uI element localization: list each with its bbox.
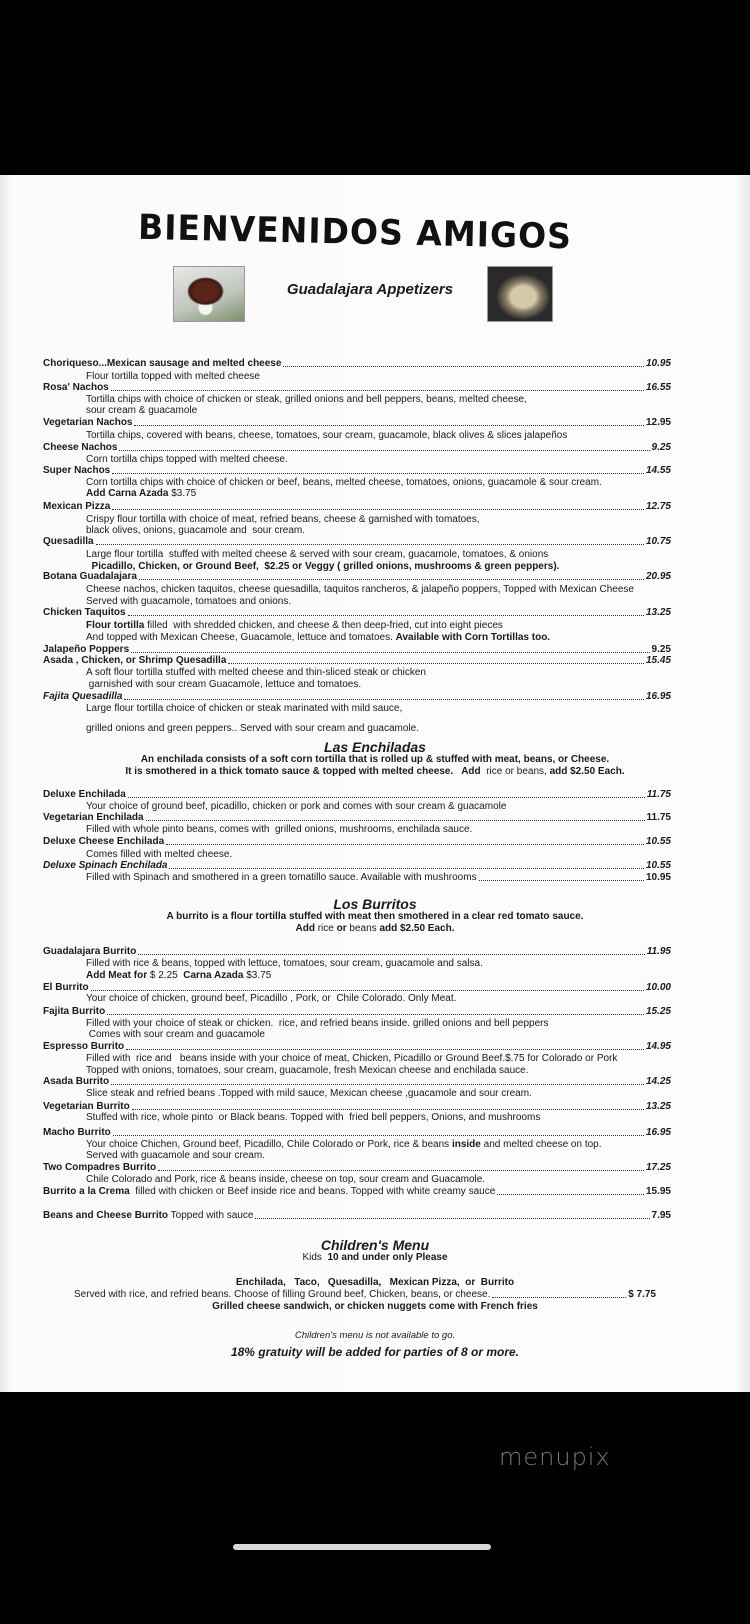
item-price: 14.25 [645,1076,671,1087]
menu-item [43,382,671,394]
children-extra: Grilled cheese sandwich, or chicken nuggets come with French fries [212,1301,538,1312]
item-price: 15.45 [645,655,671,666]
description-text: garnished with sour cream Guacamole, lettuce and tomatoes. [86,679,362,690]
item-description [86,1053,671,1065]
item-description [86,1174,671,1186]
item-price: 15.95 [645,1186,671,1197]
item-name: Burrito a la Crema [43,1186,130,1197]
item-price: 10.95 [645,358,671,369]
children-options: Enchilada, Taco, Quesadilla, Mexican Pizza, or Burrito [235,1277,515,1288]
item-description [86,1112,671,1124]
item-price: 11.75 [646,789,671,800]
children-menu-heading: Children's Menu [320,1237,430,1253]
dot-leader [107,1014,644,1015]
text-segment: $3.75 [243,970,272,981]
children-price: $ 7.75 [628,1289,656,1300]
item-name: Deluxe Enchilada [43,789,126,800]
menu-item [43,536,671,548]
kids-age: 10 and under only Please [324,1252,448,1263]
text-segment: An enchilada consists of a soft corn tortilla that is rolled up & stuffed with meat, beans, or Cheese. [140,754,610,765]
description-text: black olives, onions, guacamole and sour cream. [86,525,306,536]
item-name: Choriqueso...Mexican sausage and melted cheese [43,358,282,369]
dot-leader [128,797,645,798]
dot-leader [134,425,643,426]
text-segment: or [336,923,347,934]
item-price: 16.55 [645,382,671,393]
dot-leader [139,579,644,580]
item-price: 13.25 [645,607,671,618]
item-name: Guadalajara Burrito [43,946,137,957]
description-text: Filled with whole pinto beans, comes with grilled onions, mushrooms, enchilada sauce. [86,824,473,835]
item-price: 11.75 [646,812,671,823]
dot-leader [112,509,644,510]
dot-leader [166,844,644,845]
text-segment: inside [451,1139,481,1150]
item-price: 9.25 [651,442,671,453]
description-text: sour cream & guacamole [86,405,198,416]
item-price: 10.55 [645,836,671,847]
description-text: Your choice of chicken, ground beef, Picadillo , Pork, or Chile Colorado. Only Meat. [86,993,457,1004]
item-description [86,584,671,596]
text-segment: Add [295,923,315,934]
dot-leader [119,450,649,451]
item-price: 14.95 [645,1041,671,1052]
item-description [86,679,671,691]
dot-leader [96,544,644,545]
description-text: Served with guacamole and sour cream. [86,1150,265,1161]
item-price: 17.25 [645,1162,671,1173]
menu-item [43,1006,671,1018]
description-text: Tortilla chips with choice of chicken or steak, grilled onions and bell peppers, beans, melted cheese, [86,394,527,405]
text-segment: Carna Azada [183,970,244,981]
item-name: Mexican Pizza [43,501,111,512]
item-description [86,872,671,884]
text-segment: Picadillo, Chicken, or Ground Beef, $2.25 or Veggy ( grilled onions, mushrooms & green peppers). [86,561,560,572]
description-text: Large flour tortilla choice of chicken or steak marinated with mild sauce, [86,703,403,714]
description-text: Served with guacamole, tomatoes and onions. [86,596,292,607]
item-name: Vegetarian Enchilada [43,812,144,823]
item-name: Cheese Nachos [43,442,118,453]
menu-item [43,946,671,958]
text-segment: filled with shredded chicken, and cheese & then deep-fried, cut into eight pieces [144,620,503,631]
description-text: A soft flour tortilla stuffed with melted cheese and thin-sliced steak or chicken [86,667,426,678]
home-indicator[interactable] [233,1544,491,1550]
text-segment: rice or beans, [480,766,550,777]
text-segment: It is smothered in a thick tomato sauce & topped with melted cheese. Add [125,766,481,777]
item-price: 13.25 [645,1101,671,1112]
text-segment: Your choice Chichen, Ground beef, Picadillo, Chile Colorado or Pork, rice & beans [86,1139,452,1150]
description-text: Large flour tortilla stuffed with melted cheese & served with sour cream, guacamole, tomatoes, & onions [86,549,549,560]
item-price: 16.95 [645,1127,671,1138]
description-text: Slice steak and refried beans .Topped with mild sauce, Mexican cheese ,guacamole and sour cream. [86,1088,532,1099]
item-name: Super Nachos [43,465,111,476]
item-name: Asada , Chicken, or Shrimp Quesadilla [43,655,227,666]
item-name: Two Compadres Burrito [43,1162,157,1173]
kids-prefix: Kids [302,1252,325,1263]
text-segment: $ 2.25 [147,970,184,981]
menu-item [43,836,671,848]
item-description [86,632,671,644]
item-description [86,620,671,632]
menu-item [43,501,671,513]
dot-leader [124,699,643,700]
menu-item [43,571,671,583]
item-price: 12.95 [645,417,671,428]
item-description [86,970,671,982]
dot-leader [492,1297,626,1298]
description-text: grilled onions and green peppers.. Served with sour cream and guacamole. [86,723,419,734]
item-name: Macho Burrito [43,1127,111,1138]
menu-item [43,655,671,667]
appetizer-photo-dip [487,266,553,322]
text-segment: $3.75 [168,488,197,499]
description-text: Filled with your choice of steak or chicken. rice, and refried beans inside. grilled onions and bell peppers [86,1018,549,1029]
appetizer-photo-wings [173,266,245,322]
section-title-appetizers: Guadalajara Appetizers [286,281,454,298]
item-description [86,958,671,970]
text-segment: rice [314,923,337,934]
description-text: Crispy flour tortilla with choice of meat, refried beans, cheese & garnished with tomatoes, [86,514,480,525]
menu-item [43,1127,671,1139]
description-text: Filled with rice and beans inside with your choice of meat, Chicken, Picadillo or Ground Beef.$.75 for Colorado or Pork [86,1053,618,1064]
menu-item [43,812,671,824]
item-price: 9.25 [651,644,671,655]
menu-item [43,789,671,801]
item-description-inline: Topped with sauce [168,1210,254,1221]
text-segment: add $2.50 Each. [379,923,455,934]
item-price: 7.95 [651,1210,671,1221]
dot-leader [228,663,644,664]
text-segment: Add Meat for [86,970,148,981]
section-heading-enchiladas: Las Enchiladas [324,739,426,755]
item-name: Quesadilla [43,536,94,547]
description-text: Corn tortilla chips topped with melted cheese. [86,454,288,465]
item-description [86,1088,671,1100]
item-price: 15.25 [645,1006,671,1017]
item-name: Asada Burrito [43,1076,110,1087]
item-description [86,1029,671,1041]
text-segment: beans [346,923,380,934]
item-description [86,667,671,679]
item-description [86,488,671,500]
text-segment: Flour tortilla [86,620,145,631]
menu-item [43,1162,671,1174]
menu-item [43,1186,671,1198]
item-name: Rosa' Nachos [43,382,109,393]
menu-item [43,1076,671,1088]
menu-item [43,860,671,872]
menu-item [43,1041,671,1053]
description-text: Flour tortilla topped with melted cheese [86,371,260,382]
menu-item [43,417,671,429]
section-heading-burritos: Los Burritos [333,896,417,912]
description-text: Cheese nachos, chicken taquitos, cheese quesadilla, taquitos rancheros, & jalapeño poppers, Topped with Mexican Cheese [86,584,634,595]
dot-leader [111,390,644,391]
dot-leader [131,652,649,653]
dot-leader [169,868,643,869]
item-name: Espresso Burrito [43,1041,125,1052]
item-description [86,405,671,417]
item-description [86,1150,671,1162]
item-price: 12.75 [645,501,671,512]
dot-leader [283,366,644,367]
text-segment: add $2.50 Each. [549,766,625,777]
item-name: Vegetarian Burrito [43,1101,130,1112]
children-age-note [0,1252,750,1264]
dot-leader [132,1109,644,1110]
description-text: Stuffed with rice, whole pinto or Black beans. Topped with fried bell peppers, Onions, and mushrooms [86,1112,541,1123]
item-name: Beans and Cheese Burrito [43,1210,169,1221]
item-price: 20.95 [645,571,671,582]
dot-leader [255,1218,649,1219]
item-description [86,723,671,735]
dot-leader [126,1049,644,1050]
item-price: 11.95 [646,946,671,957]
item-description [86,430,671,442]
item-name: Deluxe Spinach Enchilada [43,860,168,871]
menu-item [43,442,671,454]
gratuity-note: 18% gratuity will be added for parties of 8 or more. [230,1345,520,1359]
item-name: El Burrito [43,982,89,993]
item-description [86,993,671,1005]
dot-leader [111,1084,644,1085]
menu-item [43,358,671,370]
item-price: 10.00 [645,982,671,993]
item-price: 10.95 [645,872,671,883]
description-text: Your choice of ground beef, picadillo, chicken or pork and comes with sour cream & guacamole [86,801,507,812]
section-intro [0,766,750,778]
description-text: Tortilla chips, covered with beans, cheese, tomatoes, sour cream, guacamole, black olives & slices jalapeños [86,430,568,441]
description-text: Comes with sour cream and guacamole [86,1029,265,1040]
dot-leader [91,990,644,991]
description-text: Filled with Spinach and smothered in a green tomatillo sauce. Available with mushrooms [86,872,477,883]
item-description-inline: filled with chicken or Beef inside rice and beans. Topped with white creamy sauce [129,1186,496,1197]
item-name: Chicken Taquitos [43,607,126,618]
dot-leader [128,615,644,616]
item-description [86,703,671,715]
section-intro [0,923,750,935]
description-text: Corn tortilla chips with choice of chicken or beef, beans, melted cheese, tomatoes, onions, guacamole & sour cream. [86,477,602,488]
item-name: Botana Guadalajara [43,571,137,582]
dot-leader [138,954,644,955]
children-served-text: Served with rice, and refried beans. Choose of filling Ground beef, Chicken, beans, or cheese. [74,1289,491,1300]
item-description [86,549,671,561]
section-intro [0,911,750,923]
menu-title: BIENVENIDOS AMIGOS [137,206,573,257]
dot-leader [479,880,644,881]
item-description [86,824,671,836]
children-note: Children's menu is not available to go. [294,1330,456,1341]
description-text: Filled with rice & beans, topped with lettuce, tomatoes, sour cream, guacamole and salsa. [86,958,483,969]
description-text: Comes filled with melted cheese. [86,849,233,860]
text-segment: Available with Corn Tortillas too. [395,632,551,643]
item-name: Fajita Burrito [43,1006,106,1017]
section-intro [0,754,750,766]
menu-item [43,691,671,703]
item-name: Jalapeño Poppers [43,644,130,655]
dot-leader [112,473,644,474]
menu-item [43,465,671,477]
menupix-watermark: menupix [499,1443,611,1471]
text-segment: And topped with Mexican Cheese, Guacamole, lettuce and tomatoes. [86,632,396,643]
children-served-row [74,1289,656,1301]
dot-leader [113,1135,644,1136]
item-price: 10.55 [645,860,671,871]
menu-item [43,1210,671,1222]
text-segment: A burrito is a flour tortilla stuffed with meat then smothered in a clear red tomato sauce. [166,911,584,922]
item-name: Deluxe Cheese Enchilada [43,836,165,847]
dot-leader [497,1194,644,1195]
text-segment: and melted cheese on top. [480,1139,602,1150]
item-price: 10.75 [645,536,671,547]
dot-leader [146,820,645,821]
item-name: Vegetarian Nachos [43,417,133,428]
menu-item [43,607,671,619]
item-name: Fajita Quesadilla [43,691,123,702]
description-text: Chile Colorado and Pork, rice & beans inside, cheese on top, sour cream and Guacamole. [86,1174,486,1185]
item-price: 14.55 [645,465,671,476]
dot-leader [158,1170,644,1171]
item-price: 16.95 [645,691,671,702]
text-segment: Add Carna Azada [86,488,169,499]
description-text: Topped with onions, tomatoes, sour cream, guacamole, fresh Mexican cheese and enchilada sauce. [86,1065,529,1076]
